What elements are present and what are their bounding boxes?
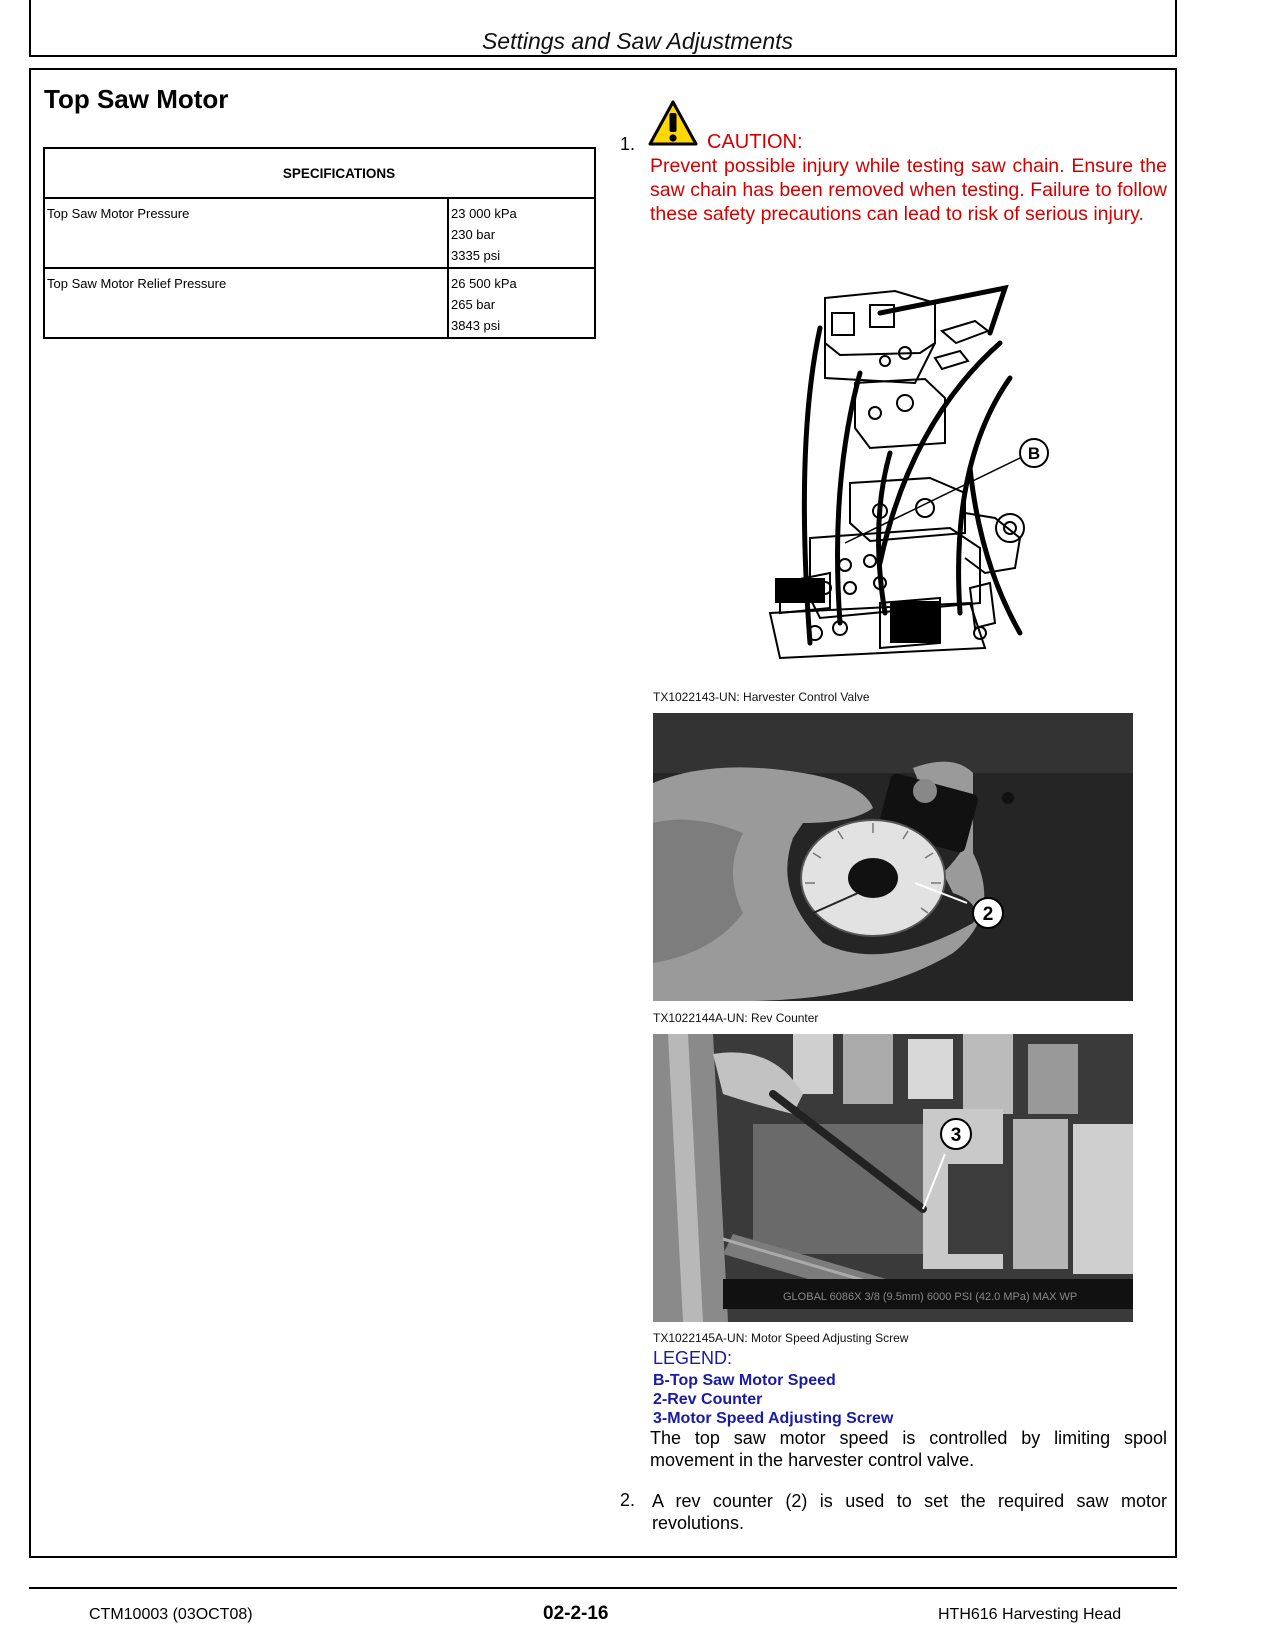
- footer-page-number: 02-2-16: [543, 1603, 609, 1624]
- legend-item: 3-Motor Speed Adjusting Screw: [653, 1410, 894, 1427]
- spec-value: 3843 psi: [451, 318, 501, 333]
- step-number: 1.: [620, 134, 636, 154]
- motor-speed-paragraph: The top saw motor speed is controlled by limiting spool movement in the harvester control valve.: [650, 1428, 1167, 1470]
- spec-values: [448, 268, 595, 338]
- spec-values: [448, 198, 595, 268]
- caution-warning-icon: [648, 100, 698, 146]
- spec-value: 23 000 kPa: [451, 206, 517, 221]
- step-2-text: A rev counter (2) is used to set the required saw motor revolutions.: [652, 1491, 1167, 1533]
- figure-caption: TX1022143-UN: Harvester Control Valve: [653, 690, 870, 704]
- figure-caption: TX1022145A-UN: Motor Speed Adjusting Screw: [653, 1331, 909, 1345]
- specifications-table: [43, 147, 596, 339]
- spec-label: Top Saw Motor Pressure: [44, 198, 448, 268]
- section-title: Top Saw Motor: [44, 84, 229, 114]
- caution-title: CAUTION:: [707, 131, 803, 153]
- spec-label: Top Saw Motor Relief Pressure: [44, 268, 448, 338]
- step-number: 2.: [620, 1490, 636, 1510]
- footer-divider: [29, 1587, 1177, 1589]
- rev-counter-photo: [653, 713, 1133, 1001]
- callout-3-label: 3: [950, 1125, 962, 1146]
- figure-caption: TX1022144A-UN: Rev Counter: [653, 1011, 819, 1025]
- footer-product-name: HTH616 Harvesting Head: [938, 1606, 1122, 1623]
- spec-value: 230 bar: [451, 227, 496, 242]
- spec-value: 265 bar: [451, 297, 496, 312]
- callout-b-label: B: [1027, 444, 1041, 463]
- legend-item: B-Top Saw Motor Speed: [653, 1372, 836, 1389]
- page-header-title: Settings and Saw Adjustments: [481, 28, 794, 54]
- callout-2-label: 2: [982, 904, 994, 925]
- svg-text:GLOBAL 6086X 3/8 (9.5mm) 6000: GLOBAL 6086X 3/8 (9.5mm) 6000 PSI (42.0 MPa) MAX WP: [783, 1291, 1078, 1303]
- specifications-header: SPECIFICATIONS: [44, 148, 595, 198]
- spec-value: 3335 psi: [451, 248, 501, 263]
- legend-item: 2-Rev Counter: [653, 1391, 763, 1408]
- caution-text: Prevent possible injury while testing saw chain. Ensure the saw chain has been removed when testing. Failure to follow these safety precautions can lead to risk of serious injury.: [650, 155, 1167, 225]
- table-row: [44, 198, 595, 268]
- footer-document-id: CTM10003 (03OCT08): [89, 1606, 253, 1623]
- table-row: [44, 268, 595, 338]
- spec-value: 26 500 kPa: [451, 276, 517, 291]
- legend-title: LEGEND:: [653, 1348, 733, 1368]
- motor-speed-adjusting-screw-photo: [653, 1034, 1133, 1322]
- harvester-control-valve-figure: [720, 283, 1065, 678]
